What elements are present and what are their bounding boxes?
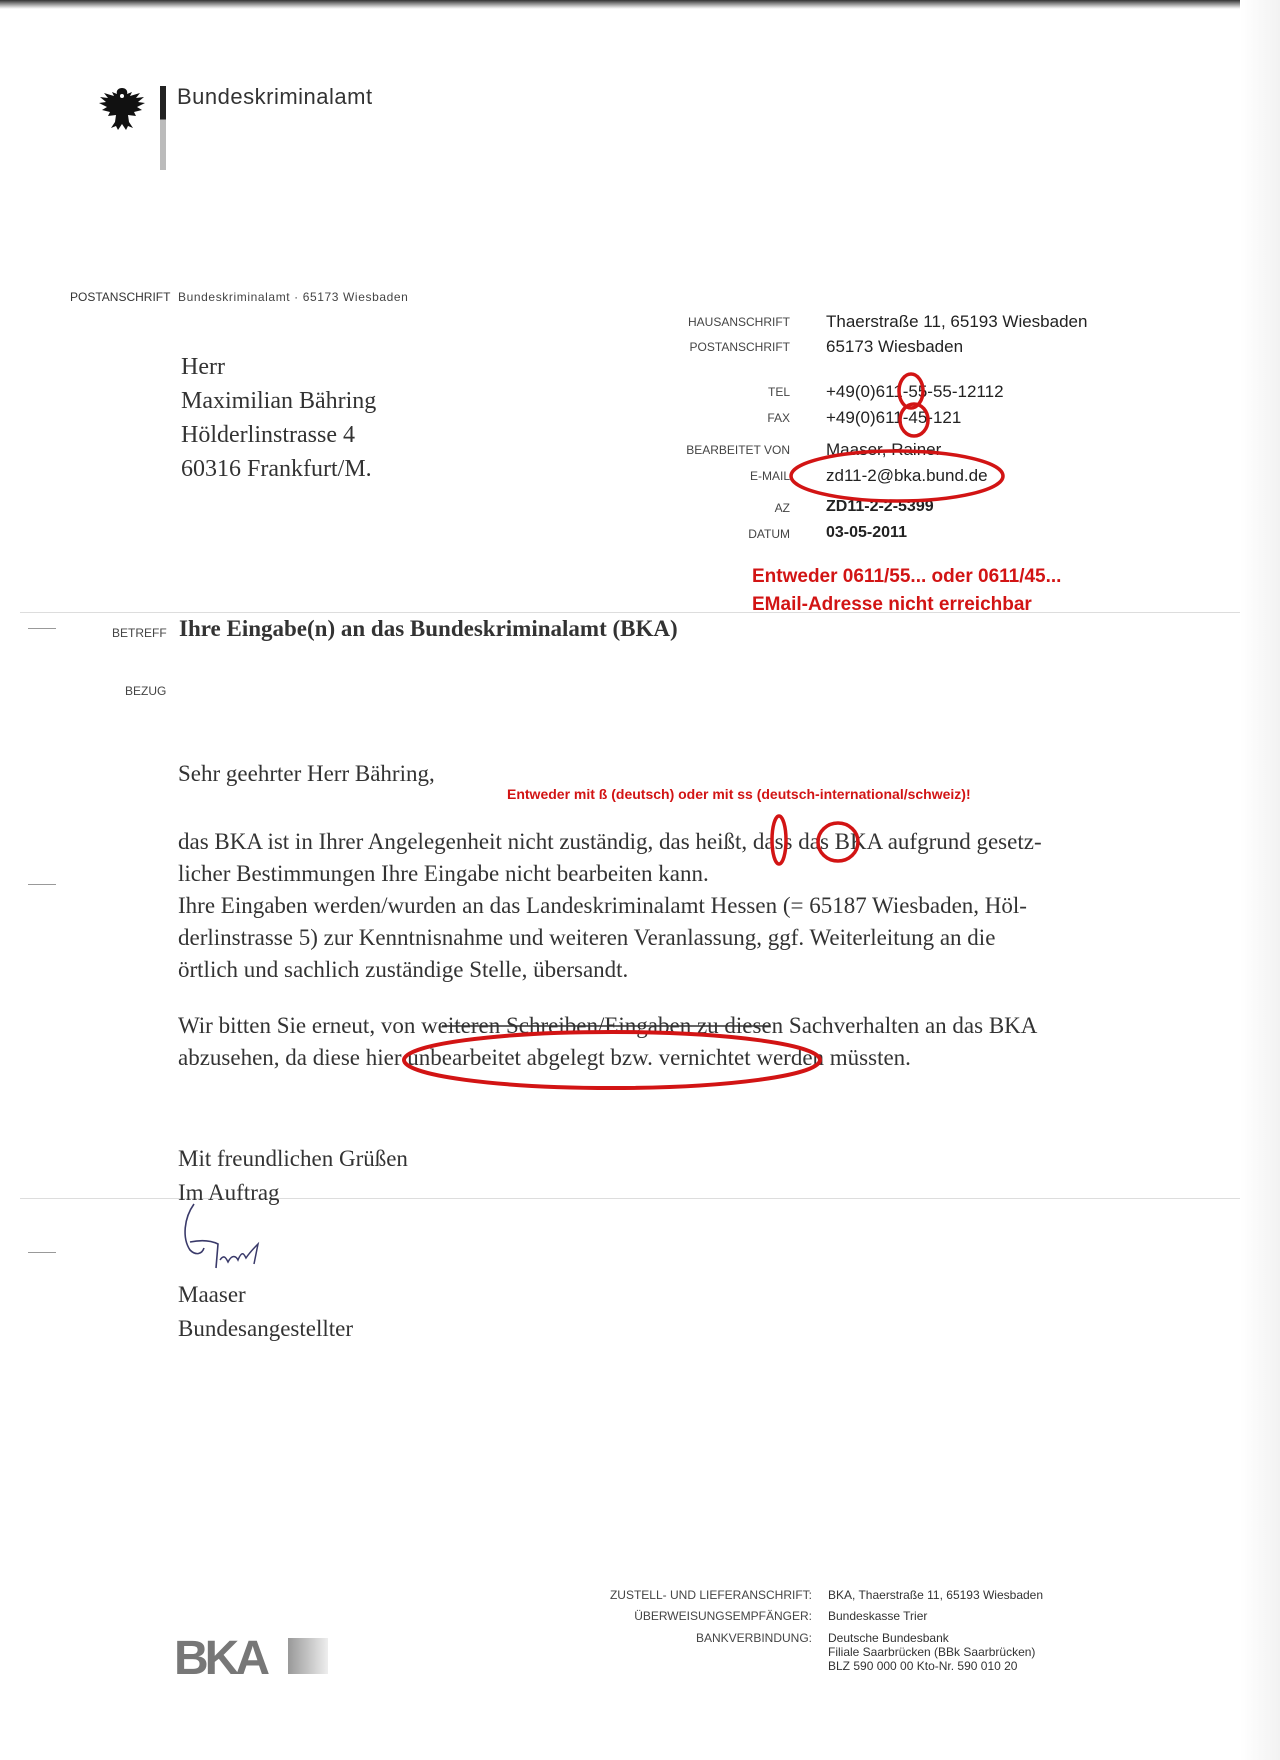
footer-value: Bundeskasse Trier — [828, 1609, 928, 1623]
info-row-bearbeitet-von — [686, 440, 1170, 464]
footer-label: ÜBERWEISUNGSEMPFÄNGER: — [634, 1609, 812, 1623]
recipient-line: Hölderlinstrasse 4 — [181, 422, 355, 448]
info-label: BEARBEITET VON — [686, 443, 790, 457]
paragraph-line: das BKA ist in Ihrer Angelegenheit nicht zuständig, das heißt, dass das BKA aufgrund gesetz- — [178, 829, 1042, 854]
bka-logo-text: BKA — [174, 1632, 266, 1678]
info-row-tel — [700, 382, 1170, 406]
fold-mark — [28, 1252, 56, 1253]
paragraph-line: licher Bestimmungen Ihre Eingabe nicht bearbeiten kann. — [178, 861, 709, 886]
footer-label: BANKVERBINDUNG: — [695, 1631, 812, 1645]
federal-eagle-icon — [96, 84, 148, 134]
reference-label: BEZUG — [125, 684, 167, 698]
file-reference: ZD11-2-2-5399 — [826, 498, 934, 515]
info-row-postanschrift — [689, 337, 1170, 361]
recipient-line: Maximilian Bähring — [181, 388, 377, 414]
footer-value: Deutsche Bundesbank — [828, 1631, 949, 1645]
sender-line: Bundeskriminalamt · 65173 Wiesbaden — [178, 290, 409, 304]
info-value: 65173 Wiesbaden — [826, 337, 964, 356]
subject-label: BETREFF — [112, 626, 167, 640]
annotation-phone-note: Entweder 0611/55... oder 0611/45... — [752, 566, 1062, 587]
scan-edge-right — [1240, 0, 1280, 1760]
info-value: Thaerstraße 11, 65193 Wiesbaden — [826, 312, 1088, 331]
signer-block — [178, 1278, 353, 1346]
info-row-az — [700, 498, 1170, 522]
recipient-address — [181, 350, 376, 486]
agency-name: Bundeskriminalamt — [177, 84, 373, 109]
email-address: zd11-2@bka.bund.de — [826, 466, 988, 485]
info-label: POSTANSCHRIFT — [689, 340, 790, 354]
letter-date: 03-05-2011 — [826, 524, 907, 541]
fold-line — [20, 612, 1240, 613]
phone-number: +49(0)611-55-55-12112 — [826, 382, 1004, 401]
footer-value: BKA, Thaerstraße 11, 65193 Wiesbaden — [828, 1588, 1044, 1602]
fax-number: +49(0)611-45-121 — [826, 408, 962, 427]
paragraph-1 — [178, 826, 1042, 890]
paragraph-line: Wir bitten Sie erneut, von weiteren Schreiben/Eingaben zu diesen Sachverhalten an das BKA — [178, 1013, 1038, 1038]
info-row-hausanschrift — [687, 312, 1170, 336]
info-row-email — [700, 466, 1170, 490]
paragraph-line: örtlich und sachlich zuständige Stelle, übersandt. — [178, 957, 629, 982]
footer-value: BLZ 590 000 00 Kto-Nr. 590 010 20 — [828, 1659, 1018, 1673]
info-label: FAX — [767, 411, 790, 425]
paragraph-3 — [178, 1010, 1037, 1074]
paragraph-line: Ihre Eingaben werden/wurden an das Landeskriminalamt Hessen (= 65187 Wiesbaden, Höl- — [178, 893, 1027, 918]
info-row-datum — [700, 524, 1170, 548]
info-label: DATUM — [748, 527, 790, 541]
closing-on-behalf: Im Auftrag — [178, 1180, 280, 1205]
signer-title: Bundesangestellter — [178, 1316, 354, 1341]
annotation-email-note: EMail-Adresse nicht erreichbar — [752, 594, 1032, 615]
info-label: AZ — [774, 501, 790, 515]
info-label: TEL — [767, 385, 790, 399]
paragraph-line: derlinstrasse 5) zur Kenntnisnahme und weiteren Veranlassung, ggf. Weiterleitung an die — [178, 925, 996, 950]
footer-label: ZUSTELL- UND LIEFERANSCHRIFT: — [609, 1588, 812, 1602]
footer-value: Filiale Saarbrücken (BBk Saarbrücken) — [828, 1645, 1036, 1659]
bka-logo — [174, 1630, 328, 1678]
closing-greeting: Mit freundlichen Grüßen — [178, 1146, 408, 1171]
recipient-line: Herr — [181, 354, 225, 380]
letterhead-bar — [160, 86, 166, 170]
punch-mark — [28, 884, 56, 885]
salutation: Sehr geehrter Herr Bähring, — [178, 761, 435, 786]
scan-edge-top — [0, 0, 1280, 9]
paragraph-line: abzusehen, da diese hier unbearbeitet abgelegt bzw. vernichtet werden müssten. — [178, 1045, 911, 1070]
info-label: HAUSANSCHRIFT — [687, 315, 790, 329]
recipient-line: 60316 Frankfurt/M. — [181, 456, 372, 482]
clerk-name: Maaser, Rainer — [826, 440, 942, 459]
info-row-fax — [700, 408, 1170, 432]
subject-text: Ihre Eingabe(n) an das Bundeskriminalamt (BKA) — [179, 616, 678, 641]
annotation-spelling-note: Entweder mit ß (deutsch) oder mit ss (deutsch-international/schweiz)! — [507, 786, 971, 802]
fold-mark — [28, 628, 56, 629]
sender-line-label: POSTANSCHRIFT — [70, 290, 171, 304]
signer-name: Maaser — [178, 1282, 246, 1307]
handwritten-signature — [180, 1198, 300, 1278]
info-label: E-MAIL — [749, 469, 790, 483]
paragraph-2 — [178, 890, 1027, 986]
